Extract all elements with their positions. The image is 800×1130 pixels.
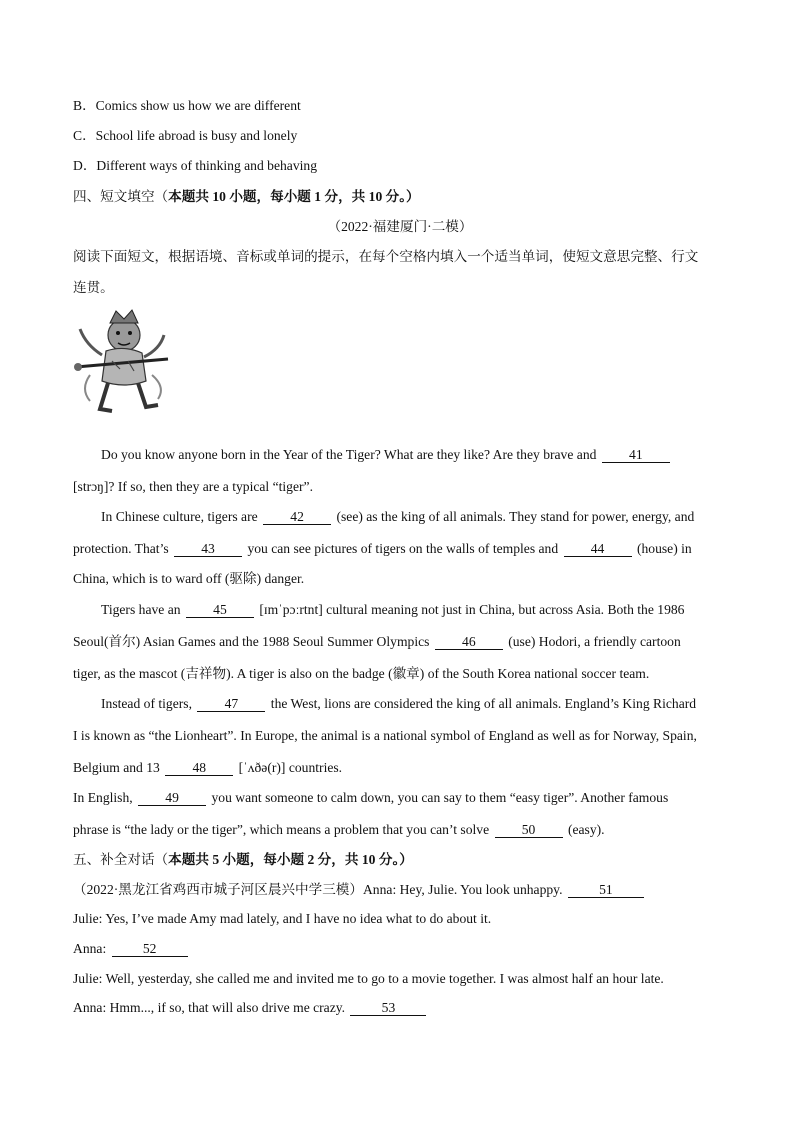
passage-text: you want someone to calm down, you can say to them “easy tiger”. Another famous [211,790,669,805]
passage-text: Tigers have an [101,602,181,617]
warrior-tiger-icon [72,305,172,417]
passage-text: In Chinese culture, tigers are [101,509,258,524]
blank-45[interactable]: 45 [186,602,254,618]
passage-line-12 [73,789,668,807]
blank-52[interactable]: 52 [112,941,188,957]
passage-line-7 [73,633,681,651]
instruction-line-1: 阅读下面短文，根据语境、音标或单词的提示，在每个空格内填入一个适当单词，使短文意思完整、行文 [73,249,699,264]
option-d: D．Different ways of thinking and behaving [73,158,318,173]
blank-46[interactable]: 46 [435,634,503,650]
passage-text: [ˈʌðə(r)] countries. [238,760,343,775]
section4-source: （2022·福建厦门·二模） [327,219,473,234]
blank-48[interactable]: 48 [165,760,233,776]
passage-text: (easy). [567,822,605,837]
passage-text: protection. That’s [73,541,169,556]
passage-text: Seoul(首尔) Asian Games and the 1988 Seoul Summer Olympics [73,634,430,649]
passage-line-11 [73,759,342,777]
section4-heading-prefix: 四、短文填空（ [73,189,169,204]
passage-text: [ɪmˈpɔːrtnt] cultural meaning not just in China, but across Asia. Both the 1986 [259,602,685,617]
passage-text: (house) in [636,541,692,556]
option-c: C．School life abroad is busy and lonely [73,128,298,143]
passage-line-8: tiger, as the mascot (吉祥物). A tiger is also on the badge (徽章) of the South Korea national soccer team. [73,666,650,681]
blank-42[interactable]: 42 [263,509,331,525]
dialogue-text: Anna: Hmm..., if so, that will also drive me crazy. [73,1000,346,1015]
dialogue-line-4: Julie: Well, yesterday, she called me and invited me to go to a movie together. I was almost half an hour late. [73,971,664,986]
passage-line-2: [strɔŋ]? If so, then they are a typical “tiger”. [73,479,313,494]
section5-heading-prefix: 五、补全对话（ [73,852,169,867]
passage-line-6 [101,601,684,619]
passage-line-13 [73,821,605,839]
passage-line-5: China, which is to ward off (驱除) danger. [73,571,305,586]
option-b: B．Comics show us how we are different [73,98,301,113]
blank-49[interactable]: 49 [138,790,206,806]
passage-text: (see) as the king of all animals. They stand for power, energy, and [336,509,695,524]
blank-53[interactable]: 53 [350,1000,426,1016]
passage-text: In English, [73,790,133,805]
blank-50[interactable]: 50 [495,822,563,838]
passage-text: the West, lions are considered the king of all animals. England’s King Richard [270,696,697,711]
dialogue-line-5 [73,999,428,1017]
blank-41[interactable]: 41 [602,447,670,463]
passage-line-4 [73,540,692,558]
instruction-line-2: 连贯。 [73,280,114,295]
passage-text: Belgium and 13 [73,760,160,775]
section4-heading [73,188,420,206]
passage-line-3 [101,508,694,526]
dialogue-text: Anna: [73,941,107,956]
passage-line-1 [101,446,672,464]
passage-text: Do you know anyone born in the Year of the Tiger? What are they like? Are they brave and [101,447,597,462]
passage-text: (use) Hodori, a friendly cartoon [508,634,681,649]
warrior-tiger-illustration [72,305,172,417]
blank-47[interactable]: 47 [197,696,265,712]
passage-text: phrase is “the lady or the tiger”, which means a problem that you can’t solve [73,822,490,837]
passage-line-9 [101,695,696,713]
dialogue-line-1 [73,881,646,899]
section4-heading-scoring: 本题共 10 小题，每小题 1 分，共 10 分。） [168,189,420,204]
passage-text: you can see pictures of tigers on the walls of temples and [247,541,559,556]
section5-heading [73,851,413,869]
blank-43[interactable]: 43 [174,541,242,557]
passage-text: Instead of tigers, [101,696,192,711]
dialogue-line-3 [73,940,190,958]
dialogue-line-2: Julie: Yes, I’ve made Amy mad lately, and I have no idea what to do about it. [73,911,492,926]
passage-line-10: I is known as “the Lionheart”. In Europe, the animal is a national symbol of England as well as for Norway, Spain, [73,728,697,743]
blank-51[interactable]: 51 [568,882,644,898]
blank-44[interactable]: 44 [564,541,632,557]
dialogue-text: （2022·黑龙江省鸡西市城子河区晨兴中学三模）Anna: Hey, Julie. You look unhappy. [73,882,563,897]
section5-heading-scoring: 本题共 5 小题，每小题 2 分，共 10 分。） [168,852,413,867]
